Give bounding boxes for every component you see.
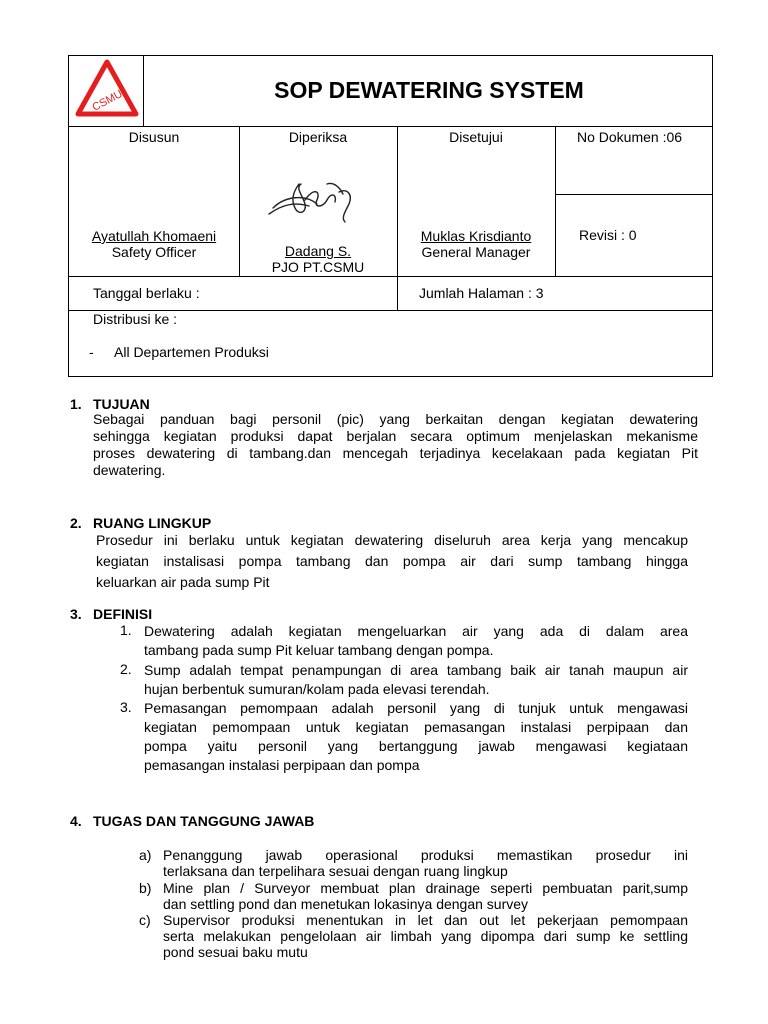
definition-text bbox=[144, 661, 688, 699]
definition-text bbox=[144, 699, 688, 775]
section-2-body bbox=[96, 530, 688, 593]
section-3-title: DEFINISI bbox=[93, 606, 153, 622]
logo-text: CSMU bbox=[90, 87, 125, 114]
section-2-line: Prosedur ini berlaku untuk kegiatan dewatering diseluruh area kerja yang mencakup bbox=[96, 532, 688, 548]
definition-line: kegiatan pemompaan untuk kegiatan pemasangan instalasi perpipaan dan bbox=[144, 719, 688, 735]
distribution-dash: - bbox=[89, 344, 94, 360]
company-logo bbox=[73, 58, 141, 122]
section-1-line: dewatering. bbox=[93, 462, 166, 478]
definition-line: Pemasangan pemompaan adalah personil yang di tunjuk untuk mengawasi bbox=[144, 700, 688, 716]
section-2-title: RUANG LINGKUP bbox=[93, 515, 212, 531]
section-1-body bbox=[93, 411, 698, 479]
prepared-role: Safety Officer bbox=[111, 244, 197, 260]
signature-image bbox=[265, 174, 365, 226]
signature-icon bbox=[265, 174, 365, 226]
distribution-label: Distribusi ke : bbox=[93, 311, 178, 327]
checked-role: PJO PT.CSMU bbox=[271, 259, 365, 275]
duty-line: dan settling pond dan menetukan lokasinya dengan survey bbox=[163, 896, 529, 912]
definition-line: hujan berbentuk sumuran/kolam pada elevasi terendah. bbox=[144, 681, 490, 697]
section-1-number: 1. bbox=[70, 396, 82, 412]
definition-line: Sump adalah tempat penampungan di area tambang baik air tanah maupun air bbox=[144, 662, 688, 678]
definition-line: tambang pada sump Pit keluar tambang dengan pompa. bbox=[144, 642, 494, 658]
col-disusun: Disusun bbox=[128, 129, 180, 145]
approved-name: Muklas Krisdianto bbox=[420, 228, 532, 244]
duty-line: Mine plan / Surveyor membuat plan drainage seperti pembuatan parit,sump bbox=[163, 880, 688, 896]
definition-number: 3. bbox=[120, 699, 132, 715]
page-title: SOP DEWATERING SYSTEM bbox=[274, 77, 584, 103]
section-1-line: Sebagai panduan bagi personil (pic) yang berkaitan dengan kegiatan dewatering bbox=[93, 411, 698, 427]
checked-by-block bbox=[239, 243, 397, 275]
section-4-title: TUGAS DAN TANGGUNG JAWAB bbox=[93, 813, 315, 829]
page-count: Jumlah Halaman : 3 bbox=[419, 285, 544, 301]
prepared-name: Ayatullah Khomaeni bbox=[91, 228, 217, 244]
distribution-item: All Departemen Produksi bbox=[114, 344, 269, 360]
duty-letter: c) bbox=[139, 912, 151, 928]
col-diperiksa: Diperiksa bbox=[288, 129, 348, 145]
duty-line: terlaksana dan terpelihara sesuai dengan ruang lingkup bbox=[163, 863, 508, 879]
csmu-triangle-logo bbox=[73, 58, 141, 122]
duty-line: Penanggung jawab operasional produksi memastikan prosedur ini bbox=[163, 847, 688, 863]
section-3-number: 3. bbox=[70, 606, 82, 622]
approved-role: General Manager bbox=[421, 244, 531, 260]
doc-number: No Dokumen :06 bbox=[577, 129, 683, 145]
definition-number: 1. bbox=[120, 622, 132, 638]
definition-line: Dewatering adalah kegiatan mengeluarkan air yang ada di dalam area bbox=[144, 623, 688, 639]
duty-line: pond sesuai baku mutu bbox=[163, 944, 308, 960]
section-1-line: proses dewatering di tambang.dan mencegah terjadinya kecelakaan pada kegiatan Pit bbox=[93, 445, 698, 461]
checked-name: Dadang S. bbox=[284, 243, 352, 259]
section-1-title: TUJUAN bbox=[93, 396, 150, 412]
doc-revision-divider bbox=[555, 194, 712, 195]
document-header-table bbox=[68, 55, 713, 377]
duty-text bbox=[163, 847, 688, 879]
col-divider-2 bbox=[397, 126, 398, 310]
duty-text bbox=[163, 912, 688, 960]
revision: Revisi : 0 bbox=[579, 227, 637, 243]
col-disetujui: Disetujui bbox=[449, 129, 503, 145]
prepared-by-block bbox=[69, 228, 239, 260]
row-divider-1 bbox=[69, 126, 712, 127]
section-2-line: kegiatan instalisasi pompa tambang dan pompa air dari sump tambang hingga bbox=[96, 553, 688, 569]
duty-letter: a) bbox=[139, 847, 152, 863]
row-divider-2 bbox=[69, 276, 712, 277]
duty-letter: b) bbox=[139, 880, 152, 896]
duty-line: serta melakukan pengelolaan air limbah yang dipompa dari sump ke settling bbox=[163, 928, 688, 944]
approved-by-block bbox=[397, 228, 555, 260]
definition-line: pemasangan instalasi perpipaan dan pompa bbox=[144, 757, 420, 773]
definition-text bbox=[144, 622, 688, 660]
duty-text bbox=[163, 880, 688, 912]
col-divider-3 bbox=[555, 126, 556, 276]
effective-date: Tanggal berlaku : bbox=[93, 285, 200, 301]
section-2-number: 2. bbox=[70, 515, 82, 531]
duty-line: Supervisor produksi menentukan in let dan out let pekerjaan pemompaan bbox=[163, 912, 688, 928]
section-2-line: keluarkan air pada sump Pit bbox=[96, 574, 270, 590]
section-1-line: sehingga kegiatan produksi dapat berjalan secara optimum menjelaskan mekanisme bbox=[93, 428, 698, 444]
definition-line: pompa yaitu personil yang bertanggung jawab mengawasi kegiataan bbox=[144, 738, 688, 754]
section-4-number: 4. bbox=[70, 813, 82, 829]
definition-number: 2. bbox=[120, 661, 132, 677]
